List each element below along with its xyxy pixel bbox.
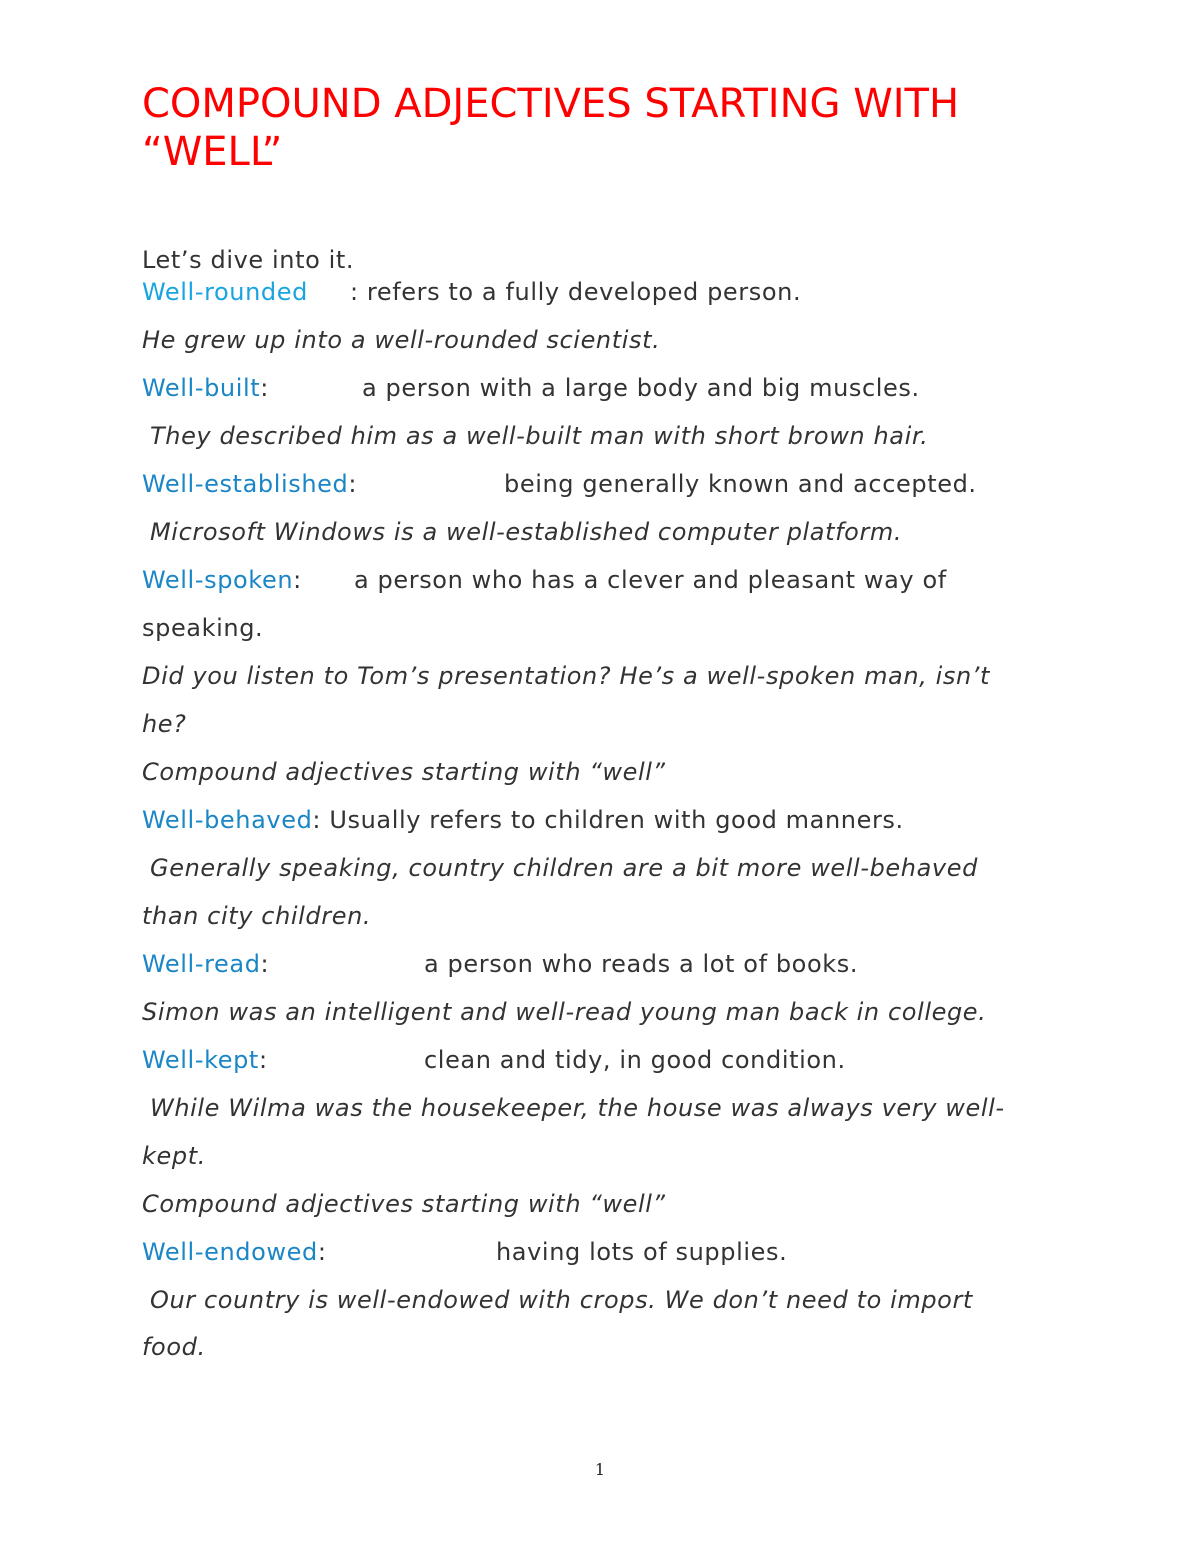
example-well-behaved: Generally speaking, country children are a bit more well-behaved	[150, 854, 978, 882]
entry-well-spoken	[142, 565, 302, 595]
example-well-kept-cont: kept.	[142, 1142, 206, 1170]
term-well-rounded: Well-rounded	[142, 278, 308, 306]
entry-well-endowed	[142, 1237, 327, 1267]
colon: :	[317, 1238, 327, 1266]
example-well-spoken-cont: he?	[142, 710, 187, 738]
example-well-behaved-cont: than city children.	[142, 902, 372, 930]
entry-well-kept	[142, 1045, 268, 1075]
intro-line: Let’s dive into it.	[142, 246, 355, 274]
definition-well-built: a person with a large body and big muscles.	[362, 374, 920, 402]
colon: :	[260, 374, 269, 402]
colon: :	[348, 470, 358, 498]
example-well-rounded: He grew up into a well-rounded scientist.	[142, 326, 661, 354]
entry-well-behaved	[142, 805, 904, 835]
definition-well-spoken: a person who has a clever and pleasant way of	[354, 566, 947, 594]
example-well-built: They described him as a well-built man with short brown hair.	[150, 422, 929, 450]
example-well-endowed-cont: food.	[142, 1333, 206, 1361]
example-well-spoken: Did you listen to Tom’s presentation? He’s a well-spoken man, isn’t	[142, 662, 991, 690]
definition-well-endowed: having lots of supplies.	[496, 1238, 788, 1266]
term-well-behaved: Well-behaved	[142, 806, 313, 834]
term-well-spoken: Well-spoken	[142, 566, 294, 594]
colon: :	[293, 566, 302, 594]
example-well-established: Microsoft Windows is a well-established computer platform.	[150, 518, 903, 546]
definition-well-behaved: : Usually refers to children with good manners.	[312, 806, 904, 834]
section-subheading: Compound adjectives starting with “well”	[142, 758, 666, 786]
term-well-read: Well-read	[142, 950, 261, 978]
example-well-read: Simon was an intelligent and well-read young man back in college.	[142, 998, 987, 1026]
section-subheading: Compound adjectives starting with “well”	[142, 1190, 666, 1218]
definition-well-kept: clean and tidy, in good condition.	[424, 1046, 846, 1074]
definition-well-established: being generally known and accepted.	[504, 470, 977, 498]
page-number: 1	[594, 1460, 606, 1479]
entry-well-built	[142, 373, 269, 403]
term-well-established: Well-established	[142, 470, 349, 498]
colon: :	[260, 950, 270, 978]
term-well-endowed: Well-endowed	[142, 1238, 318, 1266]
entry-well-read	[142, 949, 269, 979]
definition-well-spoken-cont: speaking.	[142, 614, 264, 642]
term-well-kept: Well-kept	[142, 1046, 259, 1074]
definition-well-rounded: : refers to a fully developed person.	[349, 278, 802, 306]
example-well-kept: While Wilma was the housekeeper, the house was always very well-	[150, 1094, 1005, 1122]
entry-well-established	[142, 469, 357, 499]
entry-well-rounded	[142, 277, 801, 307]
colon: :	[258, 1046, 268, 1074]
example-well-endowed: Our country is well-endowed with crops. We don’t need to import	[150, 1286, 973, 1314]
page-title: COMPOUND ADJECTIVES STARTING WITH “WELL”	[142, 81, 960, 175]
definition-well-read: a person who reads a lot of books.	[424, 950, 859, 978]
term-well-built: Well-built	[142, 374, 261, 402]
